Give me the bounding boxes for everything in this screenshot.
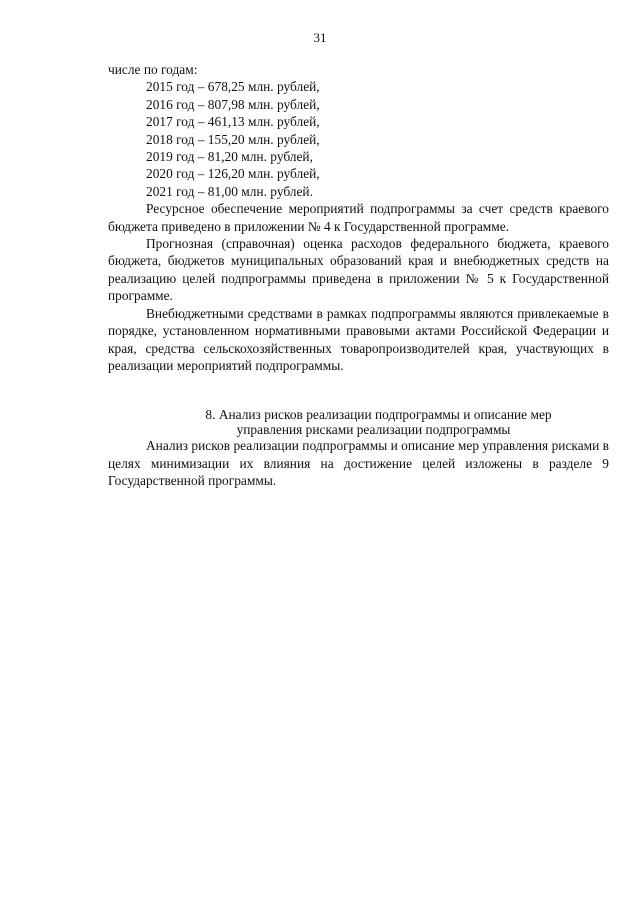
paragraph-resource-provision: Ресурсное обеспечение мероприятий подпрограммы за счет средств краевого бюджета приведено в приложении № 4 к Государственной программе. — [108, 201, 609, 234]
funding-year-2017: 2017 год – 461,13 млн. рублей, — [146, 114, 320, 130]
funding-year-2016: 2016 год – 807,98 млн. рублей, — [146, 96, 320, 112]
funding-by-year-list — [108, 78, 609, 200]
funding-year-2019: 2019 год – 81,20 млн. рублей, — [146, 149, 313, 165]
section-heading-line-2: управления рисками реализации подпрограммы — [236, 422, 511, 438]
funding-year-2020: 2020 год – 126,20 млн. рублей, — [146, 166, 320, 182]
page-number: 31 — [313, 30, 327, 45]
funding-year-2021: 2021 год – 81,00 млн. рублей. — [146, 183, 313, 199]
paragraph-forecast-estimate: Прогнозная (справочная) оценка расходов федерального бюджета, краевого бюджета, бюджетов муниципальных образований края и внебюджетных средств на реализацию целей подпрограммы приведена в приложении № 5 к Государственной программе. — [108, 236, 609, 304]
section-heading — [108, 407, 609, 437]
document-body — [108, 61, 609, 490]
section-heading-line-1: 8. Анализ рисков реализации подпрограммы и описание мер — [205, 407, 552, 423]
funding-year-2018: 2018 год – 155,20 млн. рублей, — [146, 131, 320, 147]
paragraph-extrabudgetary-funds: Внебюджетными средствами в рамках подпрограммы являются привлекаемые в порядке, установленном нормативными правовыми актами Российской Федерации и края, средства сельскохозяйственных товаропроизводителей края, участвующих в реализации мероприятий подпрограммы. — [108, 305, 609, 373]
intro-line: числе по годам: — [108, 62, 198, 77]
paragraph-risk-analysis: Анализ рисков реализации подпрограммы и описание мер управления рисками в целях минимизации их влияния на достижение целей изложены в разделе 9 Государственной программы. — [108, 438, 609, 489]
funding-year-2015: 2015 год – 678,25 млн. рублей, — [146, 79, 320, 95]
